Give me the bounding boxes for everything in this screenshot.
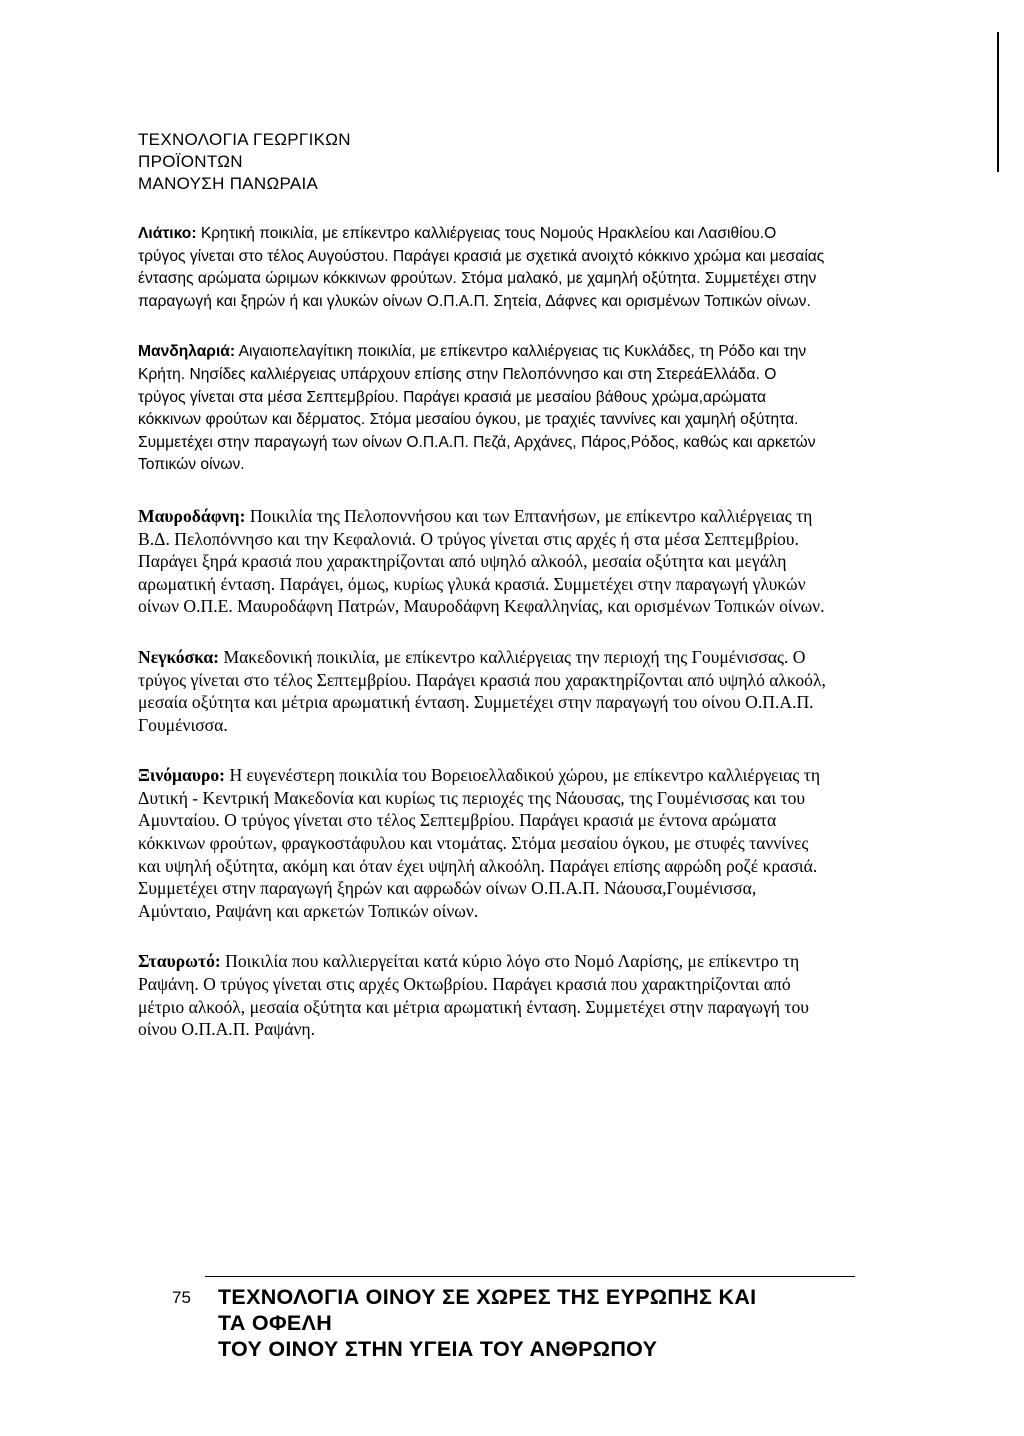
document-body [138, 223, 828, 1069]
footer-title-line-3: ΤΟΥ ΟΙΝΟΥ ΣΤΗΝ ΥΓΕΙΑ ΤΟΥ ΑΝΘΡΩΠΟΥ [218, 1337, 658, 1361]
page-number: 75 [172, 1288, 191, 1307]
variety-term: Νεγκόσκα [138, 646, 214, 667]
variety-paragraph-mandilaria [138, 341, 828, 477]
footer-title [218, 1284, 858, 1362]
term-colon: : [191, 225, 197, 242]
variety-term: Μαυροδάφνη [138, 505, 240, 526]
variety-paragraph-negoska [138, 646, 828, 736]
term-colon: : [214, 951, 221, 972]
variety-term: Σταυρωτό [138, 951, 215, 972]
term-colon: : [229, 343, 236, 361]
footer-divider [205, 1276, 855, 1277]
variety-description: Μακεδονική ποικιλία, με επίκεντρο καλλιέργειας την περιοχή της Γουμένισσας. Ο τρύγος γίνεται στο τέλος Σεπτεμβρίου. Παράγει κρασιά που χαρακτηρίζονται από υψηλό αλκοόλ, μεσαία οξύτητα και μέτρια αρωματική ένταση. Συμμετέχει στην παραγωγή του οίνου Ο.Π.Α.Π. Γουμένισσα. [138, 646, 826, 735]
variety-description: Ποικιλία που καλλιεργείται κατά κύριο λόγο στο Νομό Λαρίσης, με επίκεντρο τη Ραψάνη. Ο τρύγος γίνεται στις αρχές Οκτωβρίου. Παράγει κρασιά που χαρακτηρίζονται από μέτριο αλκοόλ, μεσαία οξύτητα και μέτρια αρωματική ένταση. Συμμετέχει στην παραγωγή του οίνου Ο.Π.Α.Π. Ραψάνη. [138, 951, 809, 1040]
variety-paragraph-stavroto [138, 950, 828, 1040]
variety-term: Μανδηλαριά [138, 343, 230, 361]
header-line-2: ΠΡΟΪΟΝΤΩΝ [138, 152, 243, 171]
variety-description: Αιγαιοπελαγίτικη ποικιλία, με επίκεντρο καλλιέργειας τις Κυκλάδες, τη Ρόδο και την Κρήτη. Νησίδες καλλιέργειας υπάρχουν επίσης στην Πελοπόννησο και στη ΣτερεάΕλλάδα. Ο τρύγος γίνεται στα μέσα Σεπτεμβρίου. Παράγει κρασιά με μεσαίου βάθους χρώμα,αρώματα κόκκινων φρούτων και δέρματος. Στόμα μεσαίου όγκου, με τραχιές ταννίνες και χαμηλή οξύτητα. Συμμετέχει στην παραγωγή των οίνων Ο.Π.Α.Π. Πεζά, Αρχάνες, Πάρος,Ρόδος, καθώς και αρκετών Τοπικών οίνων. [138, 343, 816, 474]
term-colon: : [239, 505, 246, 526]
term-colon: : [213, 646, 220, 667]
variety-description: Ποικιλία της Πελοποννήσου και των Επτανήσων, με επίκεντρο καλλιέργειας τη Β.Δ. Πελοπόννησο και την Κεφαλονιά. Ο τρύγος γίνεται στις αρχές ή στα μέσα Σεπτεμβρίου. Παράγει ξηρά κρασιά που χαρακτηρίζονται από υψηλό αλκοόλ, μεσαία οξύτητα και μεγάλη αρωματική ένταση. Παράγει, όμως, κυρίως γλυκά κρασιά. Συμμετέχει στην παραγωγή γλυκών οίνων Ο.Π.Ε. Μαυροδάφνη Πατρών, Μαυροδάφνη Κεφαλληνίας, και ορισμένων Τοπικών οίνων. [138, 505, 825, 617]
variety-description: Η ευγενέστερη ποικιλία του Βορειοελλαδικού χώρου, με επίκεντρο καλλιέργειας τη Δυτική - Κεντρική Μακεδονία και κυρίως τις περιοχές της Νάουσας, της Γουμένισσας και του Αμυνταίου. Ο τρύγος γίνεται στο τέλος Σεπτεμβρίου. Παράγει κρασιά με έντονα αρώματα κόκκινων φρούτων, φραγκοστάφυλου και ντομάτας. Στόμα μεσαίου όγκου, με στυφές ταννίνες και υψηλή οξύτητα, ακόμη και όταν έχει υψηλή αλκοόλη. Παράγει επίσης αφρώδη ροζέ κρασιά. Συμμετέχει στην παραγωγή ξηρών και αφρωδών οίνων Ο.Π.Α.Π. Νάουσα,Γουμένισσα, Αμύνταιο, Ραψάνη και αρκετών Τοπικών οίνων. [138, 765, 821, 921]
header-line-1: ΤΕΧΝΟΛΟΓΙΑ ΓΕΩΡΓΙΚΩΝ [138, 130, 351, 149]
footer-title-line-1: ΤΕΧΝΟΛΟΓΙΑ ΟΙΝΟΥ ΣΕ ΧΩΡΕΣ ΤΗΣ ΕΥΡΩΠΗΣ ΚΑΙ [218, 1285, 757, 1309]
variety-description: Κρητική ποικιλία, με επίκεντρο καλλιέργειας τους Νομούς Ηρακλείου και Λασιθίου.Ο τρύγος γίνεται στο τέλος Αυγούστου. Παράγει κρασιά με σχετικά ανοιχτό κόκκινο χρώμα και μεσαίας έντασης αρώματα ώριμων κόκκινων φρούτων. Στόμα μαλακό, με χαμηλή οξύτητα. Συμμετέχει στην παραγωγή και ξηρών ή και γλυκών οίνων Ο.Π.Α.Π. Σητεία, Δάφνες και ορισμένων Τοπικών οίνων. [138, 225, 825, 310]
variety-term: Ξινόμαυρο [138, 765, 220, 786]
document-header [138, 129, 351, 195]
variety-paragraph-xinomavro [138, 764, 828, 922]
variety-term: Λιάτικο [138, 225, 192, 242]
header-line-3: ΜΑΝΟΥΣΗ ΠΑΝΩΡΑΙΑ [138, 174, 319, 193]
margin-rule [997, 32, 999, 172]
variety-paragraph-mavrodafni [138, 505, 828, 618]
variety-paragraph-liatiko [138, 223, 828, 313]
footer-title-line-2: ΤΑ ΟΦΕΛΗ [218, 1311, 333, 1335]
term-colon: : [219, 765, 226, 786]
